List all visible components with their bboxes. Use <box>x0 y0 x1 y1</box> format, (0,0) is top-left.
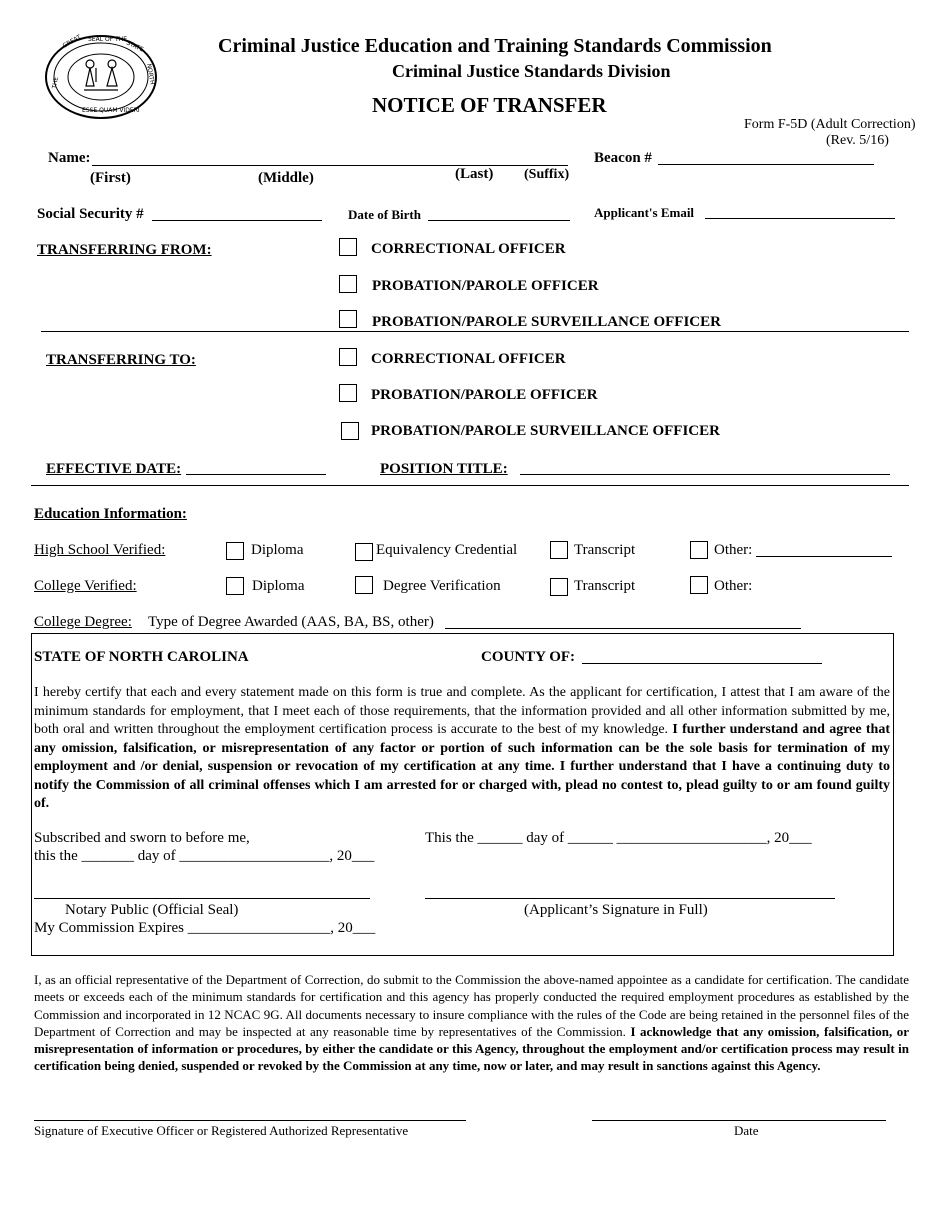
hs-diploma-checkbox[interactable] <box>226 542 244 560</box>
to-correctional-officer-checkbox[interactable] <box>339 348 357 366</box>
to-correctional-officer-label: CORRECTIONAL OFFICER <box>371 351 566 367</box>
college-other-label: Other: <box>714 578 753 594</box>
hs-other-checkbox[interactable] <box>690 541 708 559</box>
county-field[interactable] <box>582 663 822 664</box>
transferring-from-label: TRANSFERRING FROM: <box>37 242 212 258</box>
hs-transcript-checkbox[interactable] <box>550 541 568 559</box>
section-divider <box>41 331 909 332</box>
hs-diploma-label: Diploma <box>251 542 304 558</box>
ssn-label: Social Security # <box>37 206 144 222</box>
division-title: Criminal Justice Standards Division <box>392 61 671 81</box>
sworn-line-1: Subscribed and sworn to before me, <box>34 830 250 846</box>
to-probation-parole-officer-checkbox[interactable] <box>339 384 357 402</box>
hs-other-field[interactable] <box>756 556 892 557</box>
college-transcript-checkbox[interactable] <box>550 578 568 596</box>
sworn-line-2: this the _______ day of ____________________, 20___ <box>34 848 375 864</box>
position-title-field[interactable] <box>520 474 890 475</box>
hs-other-label: Other: <box>714 542 753 558</box>
email-field[interactable] <box>705 218 895 219</box>
suffix-label: (Suffix) <box>524 167 570 182</box>
notary-label: Notary Public (Official Seal) <box>65 902 239 918</box>
name-field[interactable] <box>92 165 568 166</box>
dob-label: Date of Birth <box>348 207 421 222</box>
notary-signature-line[interactable] <box>34 898 370 899</box>
agency-statement <box>34 971 909 1075</box>
high-school-verified-label: High School Verified: <box>34 542 166 558</box>
exec-signature-label: Signature of Executive Officer or Registered Authorized Representative <box>34 1123 409 1138</box>
education-heading: Education Information: <box>34 506 187 522</box>
college-other-checkbox[interactable] <box>690 576 708 594</box>
svg-text:SEAL OF THE: SEAL OF THE <box>88 36 128 43</box>
from-correctional-officer-label: CORRECTIONAL OFFICER <box>371 241 566 257</box>
from-surveillance-officer-label: PROBATION/PAROLE SURVEILLANCE OFFICER <box>372 314 721 330</box>
from-probation-parole-officer-checkbox[interactable] <box>339 275 357 293</box>
certification-statement-bold: I further understand and agree that any omission, falsification, or misrepresentation of any factor or portion of such information can be the sole basis for termination of my employment and /or denial, suspension or revocation of my certification at any time. I further understand that I have a continuing duty to notify the Commission of all criminal offenses which I am arrested for or charged with, plead no contest to, plead guilty to or am found guilty of. <box>34 722 890 811</box>
svg-text:GREAT: GREAT <box>61 34 83 50</box>
state-label: STATE OF NORTH CAROLINA <box>34 649 249 665</box>
from-probation-parole-officer-label: PROBATION/PAROLE OFFICER <box>372 278 599 294</box>
name-label: Name: <box>48 150 91 166</box>
college-degree-verification-label: Degree Verification <box>383 578 501 594</box>
hs-equivalency-label: Equivalency Credential <box>376 542 518 558</box>
commission-expires-line: My Commission Expires ___________________, 20___ <box>34 920 376 936</box>
email-label: Applicant's Email <box>594 205 695 220</box>
effective-date-label: EFFECTIVE DATE: <box>46 461 182 477</box>
position-title-label: POSITION TITLE: <box>380 461 508 477</box>
agency-statement-plain: I, as an official representative of the Department of Correction, do submit to the Commission the above-named appointee as a candidate for certification. The candidate meets or exceeds each of the minimum standards for certification and this agency has properly conducted the required employment procedures as established by the Commission and incorporated in 12 NCAC 9G. All documents necessary to insure compliance with the rules of the Code are being retained in the personnel files of the Department of Correction and may be inspected at any reasonable time by representatives of the Commission. <box>34 972 909 1039</box>
college-verified-label: College Verified: <box>34 578 137 594</box>
college-degree-description: Type of Degree Awarded (AAS, BA, BS, other) <box>148 614 434 630</box>
certification-statement-plain: I hereby certify that each and every statement made on this form is true and complete. As the applicant for certification, I attest that I am aware of the minimum standards for employment, that I meet each of those requirements, that the information provided and all other information submitted by me, both oral and written throughout the employment certification process is accurate to the best of my knowledge. <box>34 685 890 737</box>
college-degree-verification-checkbox[interactable] <box>355 576 373 594</box>
beacon-field[interactable] <box>658 164 874 165</box>
commission-title: Criminal Justice Education and Training Standards Commission <box>218 35 772 57</box>
college-degree-label: College Degree: <box>34 614 132 630</box>
college-diploma-label: Diploma <box>252 578 305 594</box>
applicant-signature-line[interactable] <box>425 898 835 899</box>
section-divider <box>31 485 909 486</box>
ssn-field[interactable] <box>152 220 322 221</box>
hs-transcript-label: Transcript <box>574 542 636 558</box>
college-degree-field[interactable] <box>445 628 801 629</box>
form-id: Form F-5D (Adult Correction) <box>744 117 916 132</box>
state-seal <box>44 34 158 120</box>
county-label: COUNTY OF: <box>481 649 576 665</box>
college-transcript-label: Transcript <box>574 578 636 594</box>
hs-equivalency-checkbox[interactable] <box>355 543 373 561</box>
date-signature-line[interactable] <box>592 1120 886 1121</box>
svg-text:ESSE QUAM VIDERI: ESSE QUAM VIDERI <box>82 107 140 114</box>
svg-text:STATE: STATE <box>125 39 145 54</box>
from-correctional-officer-checkbox[interactable] <box>339 238 357 256</box>
date-label: Date <box>734 1123 759 1138</box>
to-probation-parole-officer-label: PROBATION/PAROLE OFFICER <box>371 387 598 403</box>
exec-signature-line[interactable] <box>34 1120 466 1121</box>
form-revision: (Rev. 5/16) <box>826 133 889 148</box>
college-diploma-checkbox[interactable] <box>226 577 244 595</box>
form-title: NOTICE OF TRANSFER <box>372 93 607 117</box>
applicant-signature-label: (Applicant’s Signature in Full) <box>524 902 708 918</box>
applicant-date-line: This the ______ day of ______ ____________________, 20___ <box>425 830 812 846</box>
certification-statement <box>34 684 890 814</box>
first-name-label: (First) <box>90 170 131 186</box>
from-surveillance-officer-checkbox[interactable] <box>339 310 357 328</box>
transferring-to-label: TRANSFERRING TO: <box>46 352 196 368</box>
dob-field[interactable] <box>428 220 570 221</box>
svg-text:NORTH: NORTH <box>145 63 156 86</box>
beacon-label: Beacon # <box>594 150 652 166</box>
to-surveillance-officer-label: PROBATION/PAROLE SURVEILLANCE OFFICER <box>371 423 720 439</box>
middle-name-label: (Middle) <box>258 170 314 186</box>
svg-text:THE: THE <box>51 76 61 90</box>
to-surveillance-officer-checkbox[interactable] <box>341 422 359 440</box>
agency-statement-bold: I acknowledge that any omission, falsification, or misrepresentation of information or procedures, by either the candidate or this Agency, throughout the employment and/or certification process may result in certification being denied, suspended or revoked by the Commission at any time, now or later, and may result in sanctions against this Agency. <box>34 1023 910 1074</box>
last-name-label: (Last) <box>455 166 494 182</box>
effective-date-field[interactable] <box>186 474 326 475</box>
